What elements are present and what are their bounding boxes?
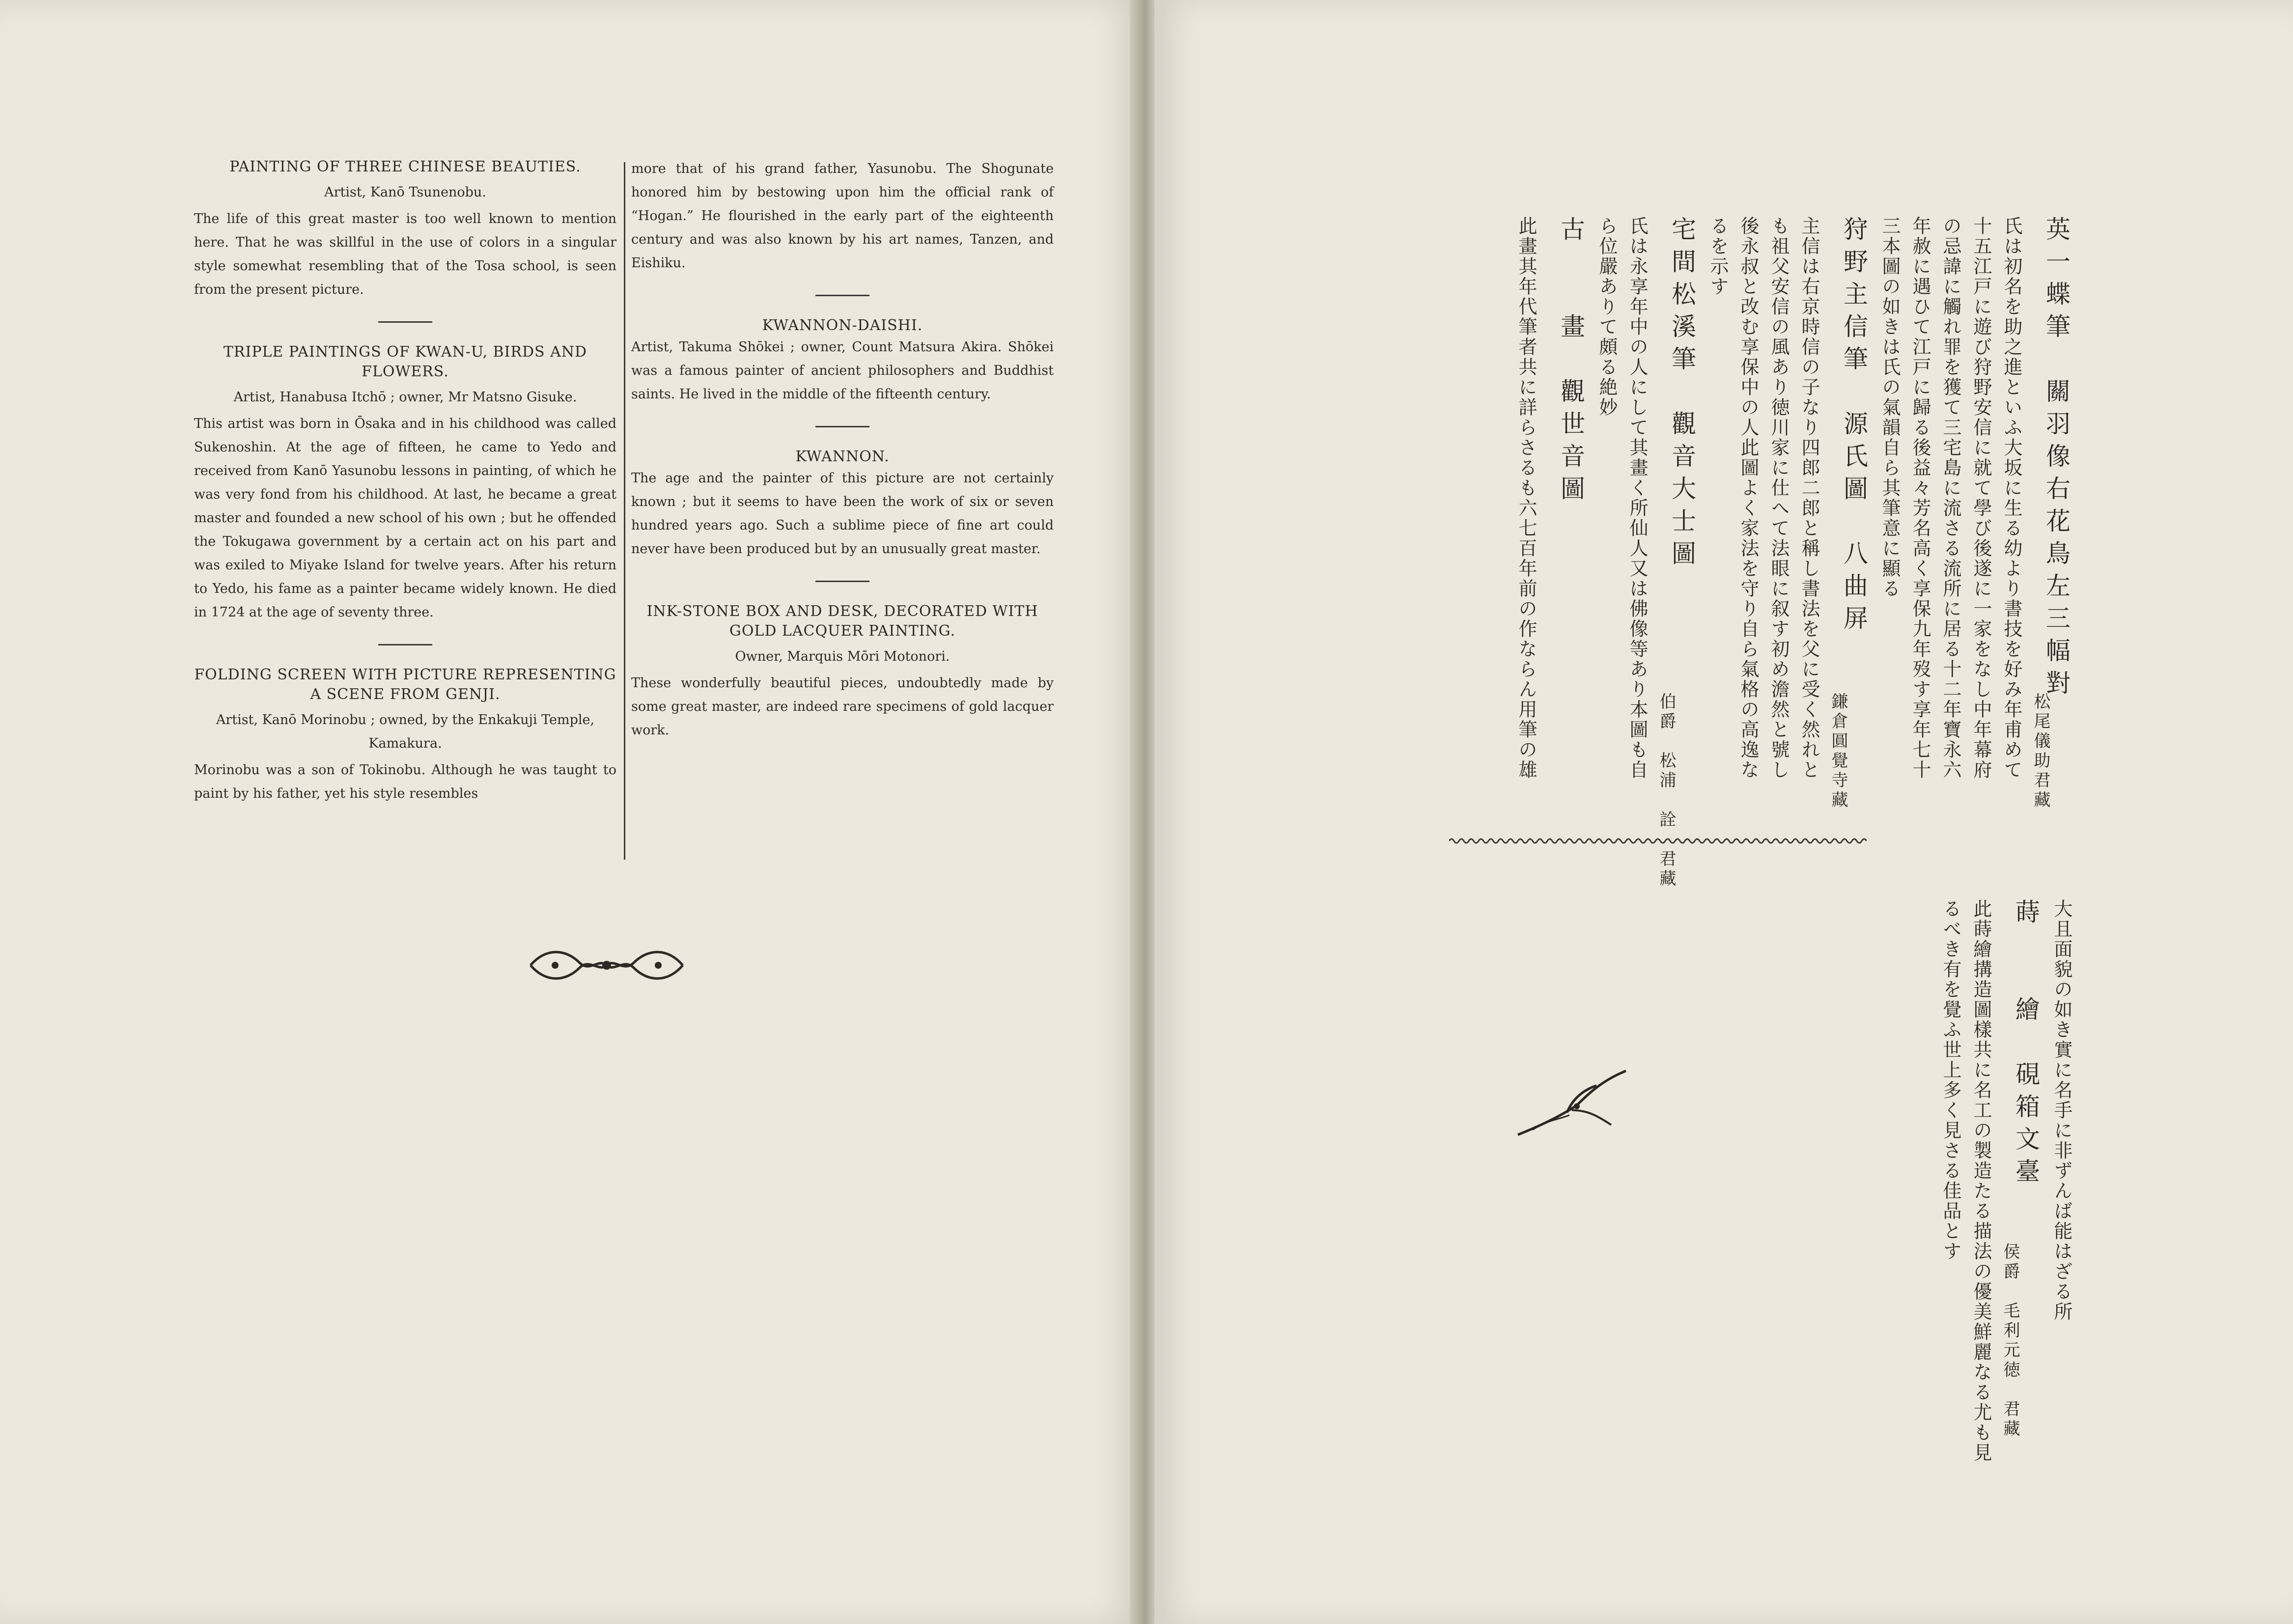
japanese-body-column: も祖父安信の風あり徳川家に仕へて法眼に叙す初め澹然と號し [1768,216,1790,780]
japanese-title-column: 狩野主信筆 源氏圖 八曲屏 [1840,216,1868,638]
entry-body: This artist was born in Ōsaka and in his childhood was called Sukenoshin. At the age of fifteen, he came to Yedo and received from Kanō Yasunobu lessons in painting, of which he was very fond from his childhood. At last, he became a great master and founded a new school of his own ; but he offended the Tokugawa government by a certain act on his part and was exiled to Miyake Island for twelve years. After his return to Yedo, his fame as a painter became widely known. He died in 1724 at the age of seventy three. [194,416,616,620]
japanese-body-column: 三本圖の如きは氏の氣韻自ら其筆意に顯る [1879,216,1901,599]
entry-body: Morinobu was a son of Tokinobu. Although he was taught to paint by his father, yet his style resembles [194,762,616,801]
entry-section [631,447,1054,561]
japanese-body-column: 主信は右京時信の子なり四郎二郎と稱し書法を父に受く然れと [1798,216,1820,780]
japanese-body-column: の忌諱に觸れ罪を獲て三宅島に流さる流所に居る十二年寶永六 [1940,216,1961,780]
japanese-body-column: るを示す [1707,216,1729,297]
section-separator [378,321,432,323]
entry-body: The life of this great master is too well known to mention here. That he was skillful in the use of colors in a singular style somewhat resembling that of the Tosa school, is seen from the present picture. [194,211,616,297]
japanese-body-column: 此畫其年代筆者共に詳らさるも六七百年前の作ならん用筆の雄 [1515,216,1537,780]
section-separator [815,426,869,427]
entry-section [194,157,616,302]
japanese-title-column: 英一蝶筆 關羽像右花鳥左三幅對 [2042,216,2070,702]
entry-attribution: Artist, Kanō Tsunenobu. [324,185,486,200]
japanese-owner-column: 松尾儀助君藏 [2031,693,2050,811]
japanese-body-column: 年赦に遇ひて江戸に歸る後益々芳名高く享保九年歿す享年七十 [1909,216,1931,780]
japanese-title-column: 宅間松溪筆 觀音大士圖 [1668,216,1696,573]
japanese-body-column: 十五江戸に遊び狩野安信に就て學び後遂に一家をなし中年幕府 [1970,216,1992,780]
english-column-1 [194,157,616,806]
japanese-body-column: ら位嚴ありて頗る絶妙 [1596,216,1618,418]
entry-body: Artist, Takuma Shōkei ; owner, Count Matsura Akira. Shōkei was a famous painter of ancient philosophers and Buddhist saints. He lived in the middle of the fifteenth century. [631,339,1054,402]
entry-body: The age and the painter of this picture are not certainly known ; but it seems to have been the work of six or seven hundred years ago. Such a sublime piece of fine art could never have been produced but by an unusually great master. [631,471,1054,557]
entry-section [631,316,1054,406]
section-separator [815,581,869,582]
entry-body: more that of his grand father, Yasunobu. The Shogunate honored him by bestowing upon him the official rank of “Hogan.” He flourished in the early part of the eighteenth century and was also known by his art names, Tanzen, and Eishiku. [631,161,1054,271]
japanese-body-column: 大且面貌の如き實に名手に非ずんば能はざる所 [2051,899,2072,1322]
japanese-body-column: 後永叔と改む享保中の人此圖よく家法を守り自ら氣格の高逸な [1737,216,1759,780]
japanese-body-column: 此蒔繪搆造圖樣共に名工の製造たる描法の優美鮮麗なる尤も見 [1970,899,1992,1463]
entry-section [194,665,616,806]
entry-attribution: Artist, Hanabusa Itchō ; owner, Mr Matsno Gisuke. [233,390,577,405]
right-page [1154,0,2293,1624]
japanese-body-column: 氏は初名を助之進といふ大坂に生る幼より書技を好み年甫めて [2001,216,2022,780]
japanese-title-column: 蒔 繪 硯箱文臺 [2012,899,2040,1191]
entry-title: FOLDING SCREEN WITH PICTURE REPRESENTING A SCENE FROM GENJI. [194,666,616,703]
column-rule [624,162,625,860]
entry-section [194,342,616,624]
entry-title: KWANNON-DAISHI. [762,317,923,334]
left-page [0,0,1140,1624]
entry-section [631,602,1054,742]
entry-title: INK-STONE BOX AND DESK, DECORATED WITH GOLD LACQUER PAINTING. [646,603,1038,640]
section-separator [378,644,432,645]
japanese-owner-column: 侯爵 毛利元徳 君藏 [2000,1243,2020,1439]
entry-title: PAINTING OF THREE CHINESE BEAUTIES. [229,158,581,175]
crane-icon [1513,1066,1631,1140]
ornament-icon [526,943,688,987]
japanese-owner-column: 鎌倉圓覺寺藏 [1828,693,1848,811]
entry-title: TRIPLE PAINTINGS OF KWAN-U, BIRDS AND FLOWERS. [223,343,587,380]
japanese-body-column: るべき有を覺ふ世上多く見さる佳品とす [1940,899,1961,1261]
japanese-owner-column: 伯爵 松浦 詮 君藏 [1656,693,1676,889]
wavy-divider [1449,835,1867,847]
english-column-2 [631,157,1054,742]
japanese-body-column: 氏は永享年中の人にして其畫く所仙人又は佛像等あり本圖も自 [1626,216,1648,780]
entry-attribution: Owner, Marquis Mōri Motonori. [735,649,950,664]
entry-body: These wonderfully beautiful pieces, undoubtedly made by some great master, are indeed rare specimens of gold lacquer work. [631,675,1054,738]
entry-title: KWANNON. [795,448,890,465]
japanese-title-column: 古 畫 觀世音圖 [1557,216,1585,508]
entry-attribution: Artist, Kanō Morinobu ; owned, by the Enkakuji Temple, Kamakura. [216,712,595,751]
section-separator [815,295,869,296]
entry-section [631,157,1054,275]
